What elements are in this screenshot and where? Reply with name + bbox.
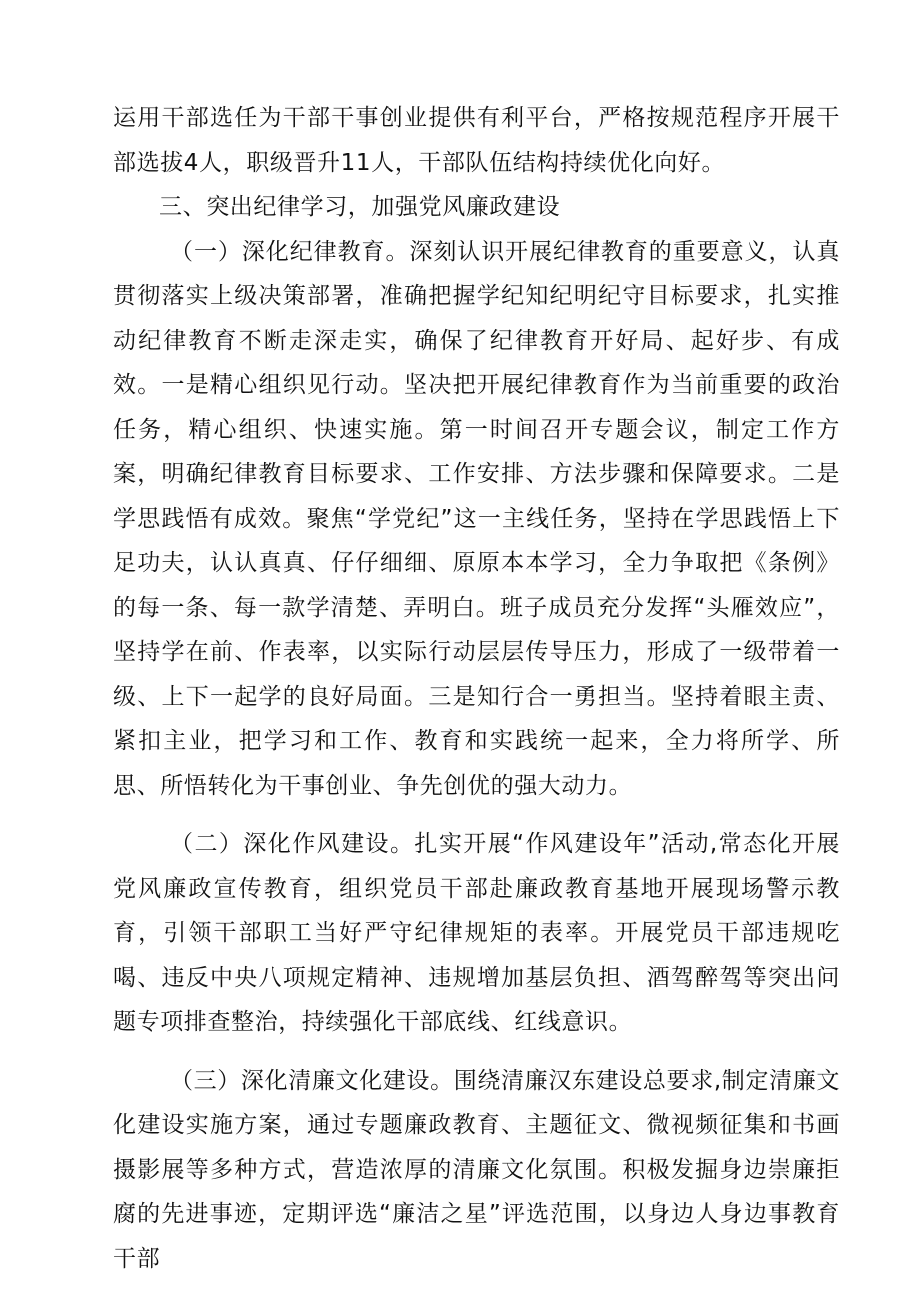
paragraph-clean-culture: （三）深化清廉文化建设。围绕清廉汉东建设总要求,制定清廉文化建设实施方案，通过专题廉政教育、主题征文、微视频征集和书画摄影展等多种方式，营造浓厚的清廉文化氛围。积极发掘身边崇廉拒腐的先进事迹，定期评选“廉洁之星”评选范围，以身边人身边事教育干部 <box>113 1067 840 1272</box>
paragraph-spacer <box>113 1045 840 1059</box>
paragraph-spacer <box>113 808 840 822</box>
paragraph-cadre-selection: 运用干部选任为干部干事创业提供有利平台，严格按规范程序开展干部选拔4人，职级晋升11人，干部队伍结构持续优化向好。 <box>113 105 840 176</box>
paragraph-work-style: （二）深化作风建设。扎实开展“作风建设年”活动,常态化开展党风廉政宣传教育，组织党员干部赴廉政教育基地开展现场警示教育，引领干部职工当好严守纪律规矩的表率。开展党员干部违规吃喝、违反中央八项规定精神、违规增加基层负担、酒驾醉驾等突出问题专项排查整治，持续强化干部底线、红线意识。 <box>113 831 840 1035</box>
section-heading-discipline: 三、突出纪律学习，加强党风廉政建设 <box>159 194 561 220</box>
document-page <box>113 96 840 1281</box>
paragraph-discipline-education: （一）深化纪律教育。深刻认识开展纪律教育的重要意义，认真贯彻落实上级决策部署，准确把握学纪知纪明纪守目标要求，扎实推动纪律教育不断走深走实，确保了纪律教育开好局、起好步、有成效。一是精心组织见行动。坚决把开展纪律教育作为当前重要的政治任务，精心组织、快速实施。第一时间召开专题会议，制定工作方案，明确纪律教育目标要求、工作安排、方法步骤和保障要求。二是学思践悟有成效。聚焦“学党纪”这一主线任务，坚持在学思践悟上下足功夫，认认真真、仔仔细细、原原本本学习，全力争取把《条例》的每一条、每一款学清楚、弄明白。班子成员充分发挥“头雁效应”，坚持学在前、作表率，以实际行动层层传导压力，形成了一级带着一级、上下一起学的良好局面。三是知行合一勇担当。坚持着眼主责、紧扣主业，把学习和工作、教育和实践统一起来，全力将所学、所思、所悟转化为干事创业、争先创优的强大动力。 <box>113 238 840 799</box>
